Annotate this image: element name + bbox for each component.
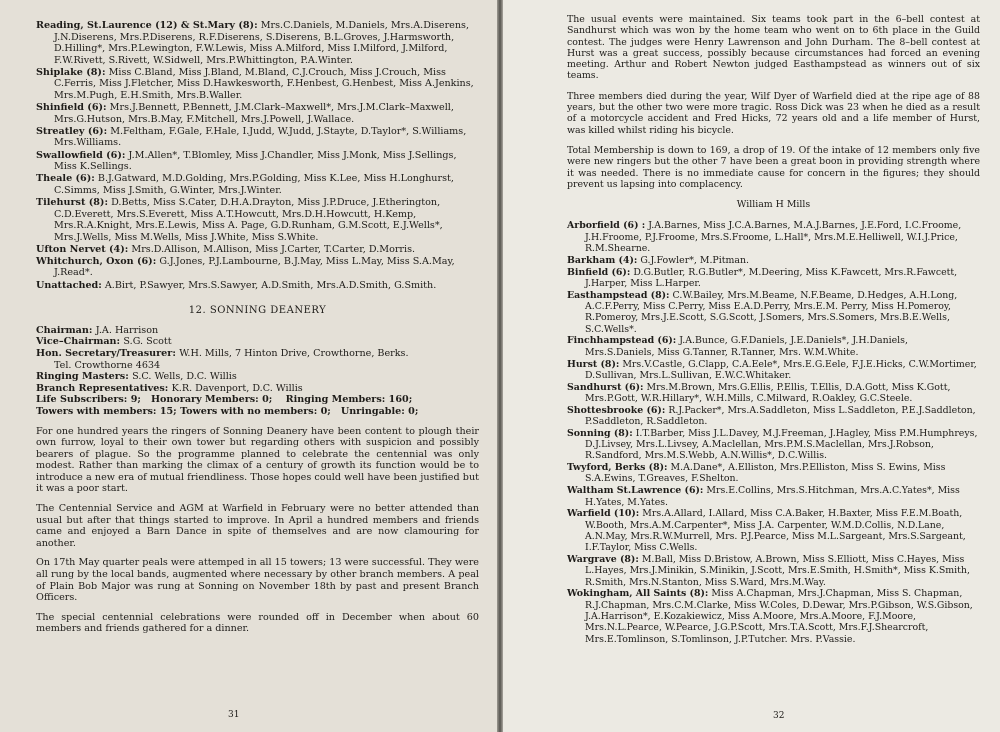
tower-entry <box>567 220 980 254</box>
tower-members: J.A.Bunce, G.F.Daniels, J.E.Daniels*, J.H.Daniels, Mrs.S.Daniels, Miss G.Tanner, R.Tanner, Mrs. W.M.White. <box>585 335 908 358</box>
tower-entry <box>567 588 980 644</box>
page-number-right: 32 <box>773 710 785 721</box>
tower-members: C.W.Bailey, Mrs.M.Beame, N.F.Beame, D.Hedges, A.H.Long, A.C.F.Perry, Miss C.Perry, Miss E.A.D.Perry, Mrs.E.M. Perry, Miss H.Pomeroy, R.Pomeroy, Mrs.J.E.Scott, S.G.Scott, J.Somers, Mrs.S.Somers, Mrs.B.E.Wells, S.C.Wells*. <box>585 289 958 335</box>
tower-entry <box>567 335 980 358</box>
tower-name: Shinfield (6): <box>36 102 107 114</box>
tower-name: Reading, St.Laurence (12) & St.Mary (8): <box>36 20 258 31</box>
tower-members: G.J.Fowler*, M.Pitman. <box>640 254 749 266</box>
report-paragraph: The Centennial Service and AGM at Warfield in February were no better attended than usual but after that things started to improve. In April a hundred members and friends came and enjoyed a Barn Dance in spite of themselves and are now clamouring for another. <box>36 503 479 549</box>
tower-members: D.Betts, Miss S.Cater, D.H.A.Drayton, Miss J.P.Druce, J.Etherington, C.D.Everett, Mrs.S.Everett, Miss A.T.Howcutt, Mrs.D.H.Howcutt, H.Kemp, Mrs.R.A.Knight, Mrs.E.Lewis, Miss A. Page, G.D.Runham, G.M.Scott, E.J.Wells*, Mrs.J.Wells, Miss M.Wells, Miss J.White, Miss S.White. <box>54 196 443 243</box>
tower-entry <box>36 280 479 292</box>
tower-entry <box>567 267 980 290</box>
tower-members: Mrs.V.Castle, G.Clapp, C.A.Eele*, Mrs.E.G.Eele, F.J.E.Hicks, C.W.Mortimer, D.Sullivan, Mrs.L.Sullivan, E.W.C.Whitaker. <box>585 358 977 381</box>
tower-entry <box>36 67 479 102</box>
tower-entry <box>36 150 479 173</box>
tower-name: Unattached: <box>36 279 102 291</box>
tower-name: Finchhampstead (6): <box>567 335 677 347</box>
report-paragraph: Total Membership is down to 169, a drop of 19. Of the intake of 12 members only five were new ringers but the other 7 have been a great boon in providing strength where it was needed. There is no immediate cause for concern in the figures; they should prevent us lapsing into complacency. <box>567 144 980 190</box>
tower-members: I.T.Barber, Miss J.L.Davey, M.J.Freeman, J.Hagley, Miss P.M.Humphreys, D.J.Livsey, Mrs.L.Livsey, A.Maclellan, Mrs.P.M.S.Maclellan, Mrs.J.Robson, R.Sandford, Mrs.M.S.Webb, A.N.Willis*, D.C.Willis. <box>585 427 978 462</box>
report-paragraph: Three members died during the year, Wilf Dyer of Warfield died at the ripe age of 88 years, but the other two were more tragic. Ross Dick was 23 when he died as a result of a motorcycle accident and Fred Hicks, 72 years old and a life member of Hurst, was killed whilst riding his bicycle. <box>567 90 980 136</box>
membership-stats-line-1: Life Subscribers: 9; Honorary Members: 0; Ringing Members: 160; <box>36 394 413 406</box>
tower-members: Mrs.J.Bennett, P.Bennett, J.M.Clark–Maxwell*, Mrs.J.M.Clark–Maxwell, Mrs.G.Hutson, Mrs.B.May, F.Mitchell, Mrs.J.Powell, J.Wallace. <box>54 102 454 125</box>
tower-members: Mrs.D.Allison, M.Allison, Miss J.Carter, T.Carter, D.Morris. <box>131 243 416 255</box>
tower-name: Waltham St.Lawrence (6): <box>567 485 704 497</box>
tower-members: J.A.Barnes, Miss J.C.A.Barnes, M.A.J.Barnes, J.E.Ford, I.C.Froome, J.H.Froome, P.J.Froome, Mrs.S.Froome, L.Hall*, Mrs.M.E.Helliwell, W.I.J.Price, R.M.Shearne. <box>585 220 962 255</box>
tower-entry <box>567 382 980 405</box>
tower-name: Twyford, Berks (8): <box>567 462 668 474</box>
tower-entry <box>36 244 479 256</box>
tower-name: Sonning (8): <box>567 427 633 439</box>
tower-name: Shottesbrooke (6): <box>567 404 666 416</box>
tower-members: Mrs.C.Daniels, M.Daniels, Mrs.A.Diserens, J.N.Diserens, Mrs.P.Diserens, R.F.Diserens, S.Diserens, B.L.Groves, J.Harmsworth, D.Hilling*, Mrs.P.Lewington, F.W.Lewis, Miss A.Milford, Miss I.Milford, J.Milford, F.W.Rivett, S.Rivett, W.Sidwell, Mrs.P.Whittington, P.A.Winter. <box>54 20 469 66</box>
secretary-line: Hon. Secretary/Treasurer: W.H. Mills, 7 Hinton Drive, Crowthorne, Berks. <box>36 347 409 359</box>
tower-members: D.G.Butler, R.G.Butler*, M.Deering, Miss K.Fawcett, Mrs.R.Fawcett, J.Harper, Miss L.Harper. <box>585 266 958 289</box>
author-signature: William H Mills <box>736 199 811 211</box>
tower-members: G.J.Jones, P.J.Lambourne, B.J.May, Miss L.May, Miss S.A.May, J.Read*. <box>54 255 455 279</box>
tower-entry <box>36 197 479 243</box>
report-paragraph: The usual events were maintained. Six teams took part in the 6–bell contest at Sandhurst which was won by the home team who went on to 6th place in the Guild contest. The judges were Henry Lawrenson and John Durham. The 8–bell contest at Hurst was a great success, possibly because circumstances had forced an evening meeting. Arthur and Robert Newton judged Easthampstead as winners out of six teams. <box>567 14 980 82</box>
tower-entry <box>567 554 980 588</box>
report-paragraph: For one hundred years the ringers of Sonning Deanery have been content to plough their own furrow, loyal to their own tower but regarding others with suspicion and possibly bearers of plague. So the programme planned to celebrate the centennial was only modest. Rather than marking the climax of a century of growth its function would be to introduce a new era of mutual friendliness. Those hopes could well have been justified but it was a poor start. <box>36 425 479 495</box>
branch-reps-line: Branch Representatives: K.R. Davenport, D.C. Willis <box>36 382 303 394</box>
tower-members: A.Birt, P.Sawyer, Mrs.S.Sawyer, A.D.Smith, Mrs.A.D.Smith, G.Smith. <box>104 279 437 291</box>
tower-name: Shiplake (8): <box>36 66 106 78</box>
tower-entry <box>567 255 980 266</box>
tower-name: Wargrave (8): <box>567 554 639 566</box>
tower-name: Hurst (8): <box>567 358 620 370</box>
tower-entry <box>567 508 980 553</box>
tower-name: Swallowfield (6): <box>36 149 126 161</box>
chairman-line: Chairman: J.A. Harrison <box>36 324 159 336</box>
left-page <box>0 0 497 732</box>
tower-entry <box>36 126 479 149</box>
tower-entry <box>567 485 980 508</box>
tower-members: Mrs.A.Allard, I.Allard, Miss C.A.Baker, H.Baxter, Miss F.E.M.Boath, W.Booth, Mrs.A.M.Carpenter*, Miss J.A. Carpenter, W.M.D.Collis, N.D.Lane, A.N.May, Mrs.R.W.Murrell, Mrs. P.J.Pearce, Miss M.L.Sargeant, Mrs.S.Sargeant, I.F.Taylor, Miss C.Wells. <box>585 508 966 554</box>
report-paragraph: The special centennial celebrations were rounded off in December when about 60 members and friends gathered for a dinner. <box>36 611 479 635</box>
ringing-masters-line: Ringing Masters: S.C. Wells, D.C. Willis <box>36 371 237 383</box>
tower-name: Tilehurst (8): <box>36 196 109 208</box>
report-paragraph: On 17th May quarter peals were attemped in all 15 towers; 13 were successful. They were all rung by the local bands, augmented where necessary by other branch members. A peal of Plain Bob Major was rung at Sonning on November 18th by past and present Branch Officers. <box>36 557 479 604</box>
tower-name: Theale (6): <box>36 173 95 185</box>
tower-name: Binfield (6): <box>567 266 631 278</box>
telephone-line: Tel. Crowthorne 4634 <box>54 359 161 371</box>
tower-name: Ufton Nervet (4): <box>36 243 129 255</box>
tower-members: M.Ball, Miss D.Bristow, A.Brown, Miss S.Elliott, Miss C.Hayes, Miss L.Hayes, Mrs.J.Minikin, S.Minikin, J.Scott, Mrs.E.Smith, H.Smith*, Miss K.Smith, R.Smith, Mrs.N.Stanton, Miss S.Ward, Mrs.M.Way. <box>585 554 970 588</box>
tower-members: J.M.Allen*, T.Blomley, Miss J.Chandler, Miss J.Monk, Miss J.Sellings, Miss K.Sellings. <box>54 149 457 173</box>
tower-members: Mrs.E.Collins, Mrs.S.Hitchman, Mrs.A.C.Yates*, Miss H.Yates, M.Yates. <box>585 485 960 508</box>
membership-stats-line-2: Towers with members: 15; Towers with no members: 0; Unringable: 0; <box>36 405 419 417</box>
tower-name: Wokingham, All Saints (8): <box>567 588 709 600</box>
tower-name: Barkham (4): <box>567 254 638 266</box>
tower-name: Sandhurst (6): <box>567 381 644 393</box>
tower-members: B.J.Gatward, M.D.Golding, Mrs.P.Golding, Miss K.Lee, Miss H.Longhurst, C.Simms, Miss J.Smith, G.Winter, Mrs.J.Winter. <box>54 173 454 196</box>
tower-name: Easthampstead (8): <box>567 289 670 301</box>
tower-entry <box>36 20 479 66</box>
tower-entry <box>567 462 980 485</box>
page-number-left: 31 <box>228 710 240 721</box>
tower-entry <box>567 359 980 382</box>
tower-name: Warfield (10): <box>567 508 640 520</box>
right-tower-list <box>567 220 980 644</box>
right-page <box>503 0 1000 732</box>
tower-name: Whitchurch, Oxon (6): <box>36 255 157 267</box>
tower-entry <box>36 102 479 125</box>
vice-chairman-line: Vice–Chairman: S.G. Scott <box>36 336 172 348</box>
tower-members: Miss A.Chapman, Mrs.J.Chapman, Miss S. Chapman, R.J.Chapman, Mrs.C.M.Clarke, Miss W.Coles, D.Dewar, Mrs.P.Gibson, W.S.Gibson, J.A.Harrison*, E.Kozakiewicz, Miss A.Moore, Mrs.A.Moore, F.J.Moore, Mrs.N.L.Pearce, W.Pearce, J.G.P.Scott, Mrs.T.A.Scott, Mrs.F.J.Shearcroft, Mrs.E.Tomlinson, S.Tomlinson, J.P.Tutcher. Mrs. P.Vassie. <box>585 588 973 645</box>
tower-entry <box>567 428 980 462</box>
tower-entry <box>36 256 479 279</box>
tower-entry <box>567 405 980 428</box>
tower-members: R.J.Packer*, Mrs.A.Saddleton, Miss L.Saddleton, P.E.J.Saddleton, P.Saddleton, R.Saddleton. <box>585 404 976 427</box>
section-title: 12. SONNING DEANERY <box>188 305 327 317</box>
tower-entry <box>36 173 479 196</box>
tower-entry <box>567 290 980 335</box>
tower-members: Miss C.Bland, Miss J.Bland, M.Bland, C.J.Crouch, Miss J.Crouch, Miss C.Ferris, Miss J.Fletcher, Miss D.Hawkesworth, F.Henbest, G.Henbest, Miss A.Jenkins, Mrs.M.Pugh, E.H.Smith, Mrs.B.Waller. <box>54 66 474 102</box>
tower-name: Streatley (6): <box>36 125 108 137</box>
officers-block <box>36 325 479 418</box>
tower-members: M.Feltham, F.Gale, F.Hale, I.Judd, W.Judd, J.Stayte, D.Taylor*, S.Williams, Mrs.Williams. <box>54 125 467 149</box>
tower-name: Arborfield (6) : <box>567 220 646 232</box>
tower-members: Mrs.M.Brown, Mrs.G.Ellis, P.Ellis, T.Ellis, D.A.Gott, Miss K.Gott, Mrs.P.Gott, W.R.Hillary*, W.H.Mills, C.Milward, R.Oakley, G.C.Steele. <box>585 381 951 404</box>
tower-members: M.A.Dane*, A.Elliston, Mrs.P.Elliston, Miss S. Ewins, Miss S.A.Ewins, T.Greaves, F.Shelton. <box>585 462 946 485</box>
left-tower-list <box>36 20 479 291</box>
